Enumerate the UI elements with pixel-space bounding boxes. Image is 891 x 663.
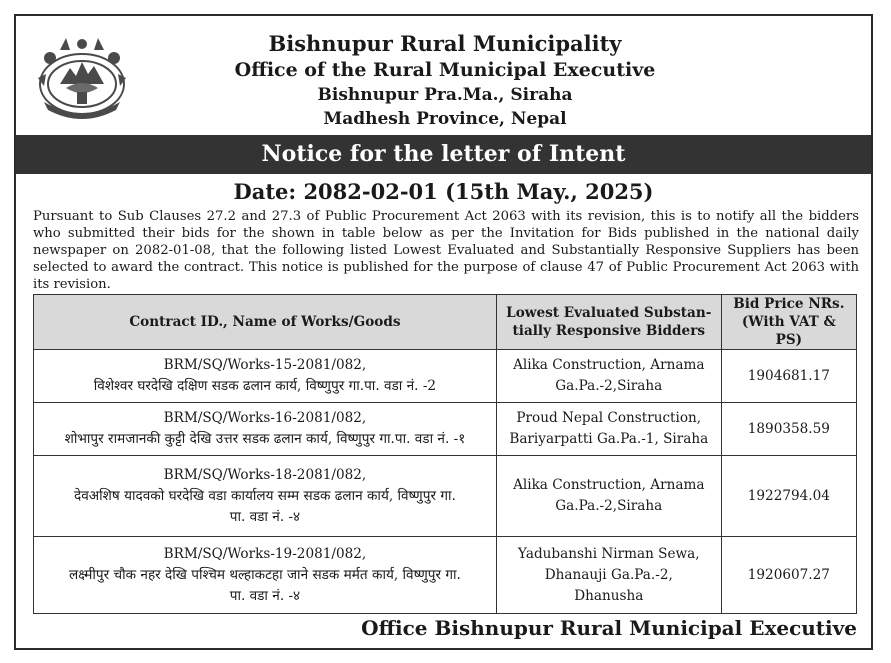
header-price-line2: (With VAT & PS) [741,314,836,348]
bidder-name: Yadubanshi Nirman Sewa, [517,545,700,562]
notice-date: Date: 2082-02-01 (15th May., 2025) [233,179,654,204]
table-row [34,537,857,614]
contract-cell [34,537,497,614]
header-price-line1: Bid Price NRs. [733,296,845,312]
nepal-government-emblem-icon [30,28,134,124]
bidder-cell [496,537,721,614]
bidder-cell [496,456,721,537]
header-contract: Contract ID., Name of Works/Goods [34,295,497,350]
work-name-continued: पा. वडा नं. -४ [229,508,301,525]
contract-id: BRM/SQ/Works-19-2081/082, [163,545,367,562]
bidder-name: Proud Nepal Construction, [516,410,702,426]
notice-paragraph: Pursuant to Sub Clauses 27.2 and 27.3 of Public Procurement Act 2063 with its revision, this is to notify all the bidders who submitted their bids for the shown in table below as per the Invitation for Bids published in the national daily newspaper on 2082-01-08, that the following listed Lowest Evaluated and Substantially Responsive Suppliers has been selected to award the contract. This notice is published for the purpose of clause 47 of Public Procurement Act 2063 with its revision. [33,209,859,292]
bidder-cell [496,403,721,456]
office-address: Bishnupur Pra.Ma., Siraha [317,85,573,105]
header-bidder-line2: tially Responsive Bidders [512,323,706,339]
bidder-address: Bariyarpatti Ga.Pa.-1, Siraha [509,431,709,447]
notice-title-banner: Notice for the letter of Intent [16,135,871,174]
bidder-address: Ga.Pa.-2,Siraha [555,498,663,514]
price-cell: 1920607.27 [721,537,856,614]
table-row [34,403,857,456]
bidder-district: Dhanusha [574,587,644,604]
municipality-name: Bishnupur Rural Municipality [268,31,622,56]
contracts-table [33,294,857,614]
header-bidder-line1: Lowest Evaluated Substan- [506,305,712,321]
price-cell: 1890358.59 [721,403,856,456]
work-name: विशेश्वर घरदेखि दक्षिण सडक ढलान कार्य, विष्णुपुर गा.पा. वडा नं. -2 [93,378,437,394]
contract-cell [34,350,497,403]
price-cell: 1904681.17 [721,350,856,403]
header-price [721,295,856,350]
work-name: देवअशिष यादवको घरदेखि वडा कार्यालय सम्म सडक ढलान कार्य, विष्णुपुर गा. [74,487,456,504]
office-name: Office of the Rural Municipal Executive [234,59,656,81]
province-name: Madhesh Province, Nepal [323,109,567,129]
work-name-continued: पा. वडा नं. -४ [229,587,301,604]
header-bidder [496,295,721,350]
bidder-address: Ga.Pa.-2,Siraha [555,378,663,394]
contract-id: BRM/SQ/Works-18-2081/082, [163,466,367,483]
bidder-address: Dhanauji Ga.Pa.-2, [544,566,673,583]
bidder-name: Alika Construction, Arnama [513,477,705,493]
contract-id: BRM/SQ/Works-16-2081/082, [163,410,367,426]
table-header-row [34,295,857,350]
work-name: लक्ष्मीपुर चौक नहर देखि पश्चिम थल्हाकटहा जाने सडक मर्मत कार्य, विष्णुपुर गा. [68,566,461,583]
office-header [150,30,740,131]
table-row [34,456,857,537]
bidder-cell [496,350,721,403]
issuing-office-signature: Office Bishnupur Rural Municipal Executive [361,616,857,640]
contract-cell [34,456,497,537]
contract-id: BRM/SQ/Works-15-2081/082, [163,357,367,373]
table-row [34,350,857,403]
bidder-name: Alika Construction, Arnama [513,357,705,373]
contract-cell [34,403,497,456]
work-name: शोभापुर रामजानकी कुट्टी देखि उत्तर सडक ढलान कार्य, विष्णुपुर गा.पा. वडा नं. -१ [64,431,466,447]
price-cell: 1922794.04 [721,456,856,537]
